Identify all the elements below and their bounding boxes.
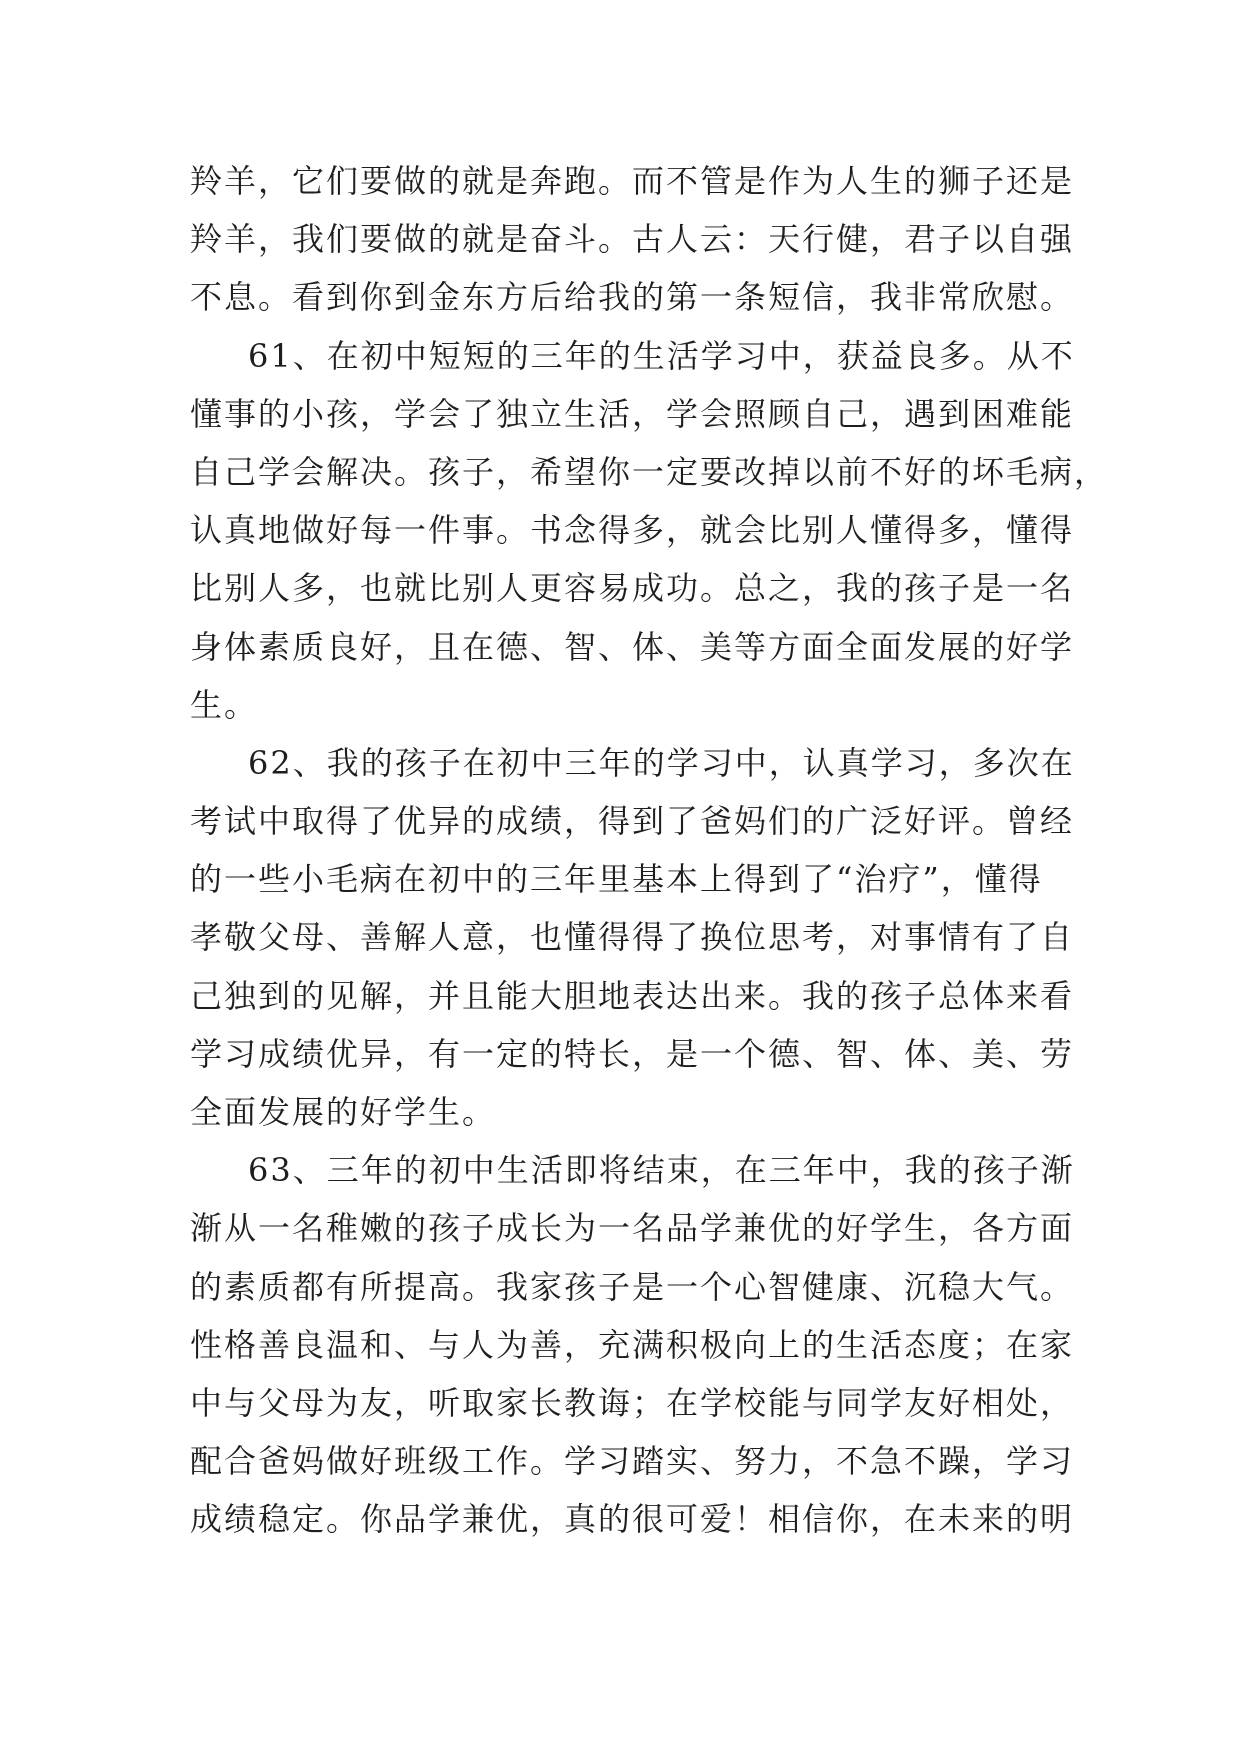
text-line: 性格善良温和、与人为善，充满积极向上的生活态度；在家 (190, 1325, 1075, 1364)
text-line: 懂事的小孩，学会了独立生活，学会照顾自己，遇到困难能 (190, 394, 1075, 433)
text-line: 全面发展的好学生。 (190, 1093, 497, 1131)
text-line: 成绩稳定。你品学兼优，真的很可爱！相信你，在未来的明 (190, 1500, 1075, 1539)
document-body-text (190, 152, 1109, 1549)
text-line: 生。 (190, 685, 259, 724)
text-line: 渐从一名稚嫩的孩子成长为一名品学兼优的好学生，各方面 (190, 1209, 1075, 1248)
text-line: 比别人多，也就比别人更容易成功。总之，我的孩子是一名 (190, 569, 1075, 608)
text-line: 不息。看到你到金东方后给我的第一条短信，我非常欣慰。 (190, 278, 1075, 317)
text-line: 的素质都有所提高。我家孩子是一个心智健康、沉稳大气。 (190, 1267, 1075, 1306)
text-line: 配合爸妈做好班级工作。学习踏实、努力，不急不躁，学习 (190, 1442, 1075, 1481)
paragraph-63-start-line: 63、三年的初中生活即将结束，在三年中，我的孩子渐 (248, 1151, 1075, 1190)
text-line: 学习成绩优异，有一定的特长，是一个德、智、体、美、劳 (190, 1034, 1075, 1073)
text-line: 孝敬父母、善解人意，也懂得得了换位思考，对事情有了自 (190, 918, 1075, 957)
text-line: 自己学会解决。孩子，希望你一定要改掉以前不好的坏毛病， (190, 452, 1109, 491)
paragraph-62-start-line: 62、我的孩子在初中三年的学习中，认真学习，多次在 (248, 743, 1075, 782)
paragraph-61-start-line: 61、在初中短短的三年的生活学习中，获益良多。从不 (248, 336, 1075, 375)
text-line: 中与父母为友，听取家长教诲；在学校能与同学友好相处， (190, 1383, 1075, 1422)
text-line: 羚羊，它们要做的就是奔跑。而不管是作为人生的狮子还是 (190, 162, 1075, 200)
text-line: 考试中取得了优异的成绩，得到了爸妈们的广泛好评。曾经 (190, 802, 1075, 841)
text-line: 的一些小毛病在初中的三年里基本上得到了“治疗”，懂得 (190, 860, 1043, 899)
text-line: 认真地做好每一件事。书念得多，就会比别人懂得多，懂得 (190, 511, 1075, 550)
text-line: 身体素质良好，且在德、智、体、美等方面全面发展的好学 (190, 627, 1075, 666)
text-line: 羚羊，我们要做的就是奋斗。古人云：天行健，君子以自强 (190, 220, 1075, 259)
text-line: 己独到的见解，并且能大胆地表达出来。我的孩子总体来看 (190, 976, 1075, 1015)
